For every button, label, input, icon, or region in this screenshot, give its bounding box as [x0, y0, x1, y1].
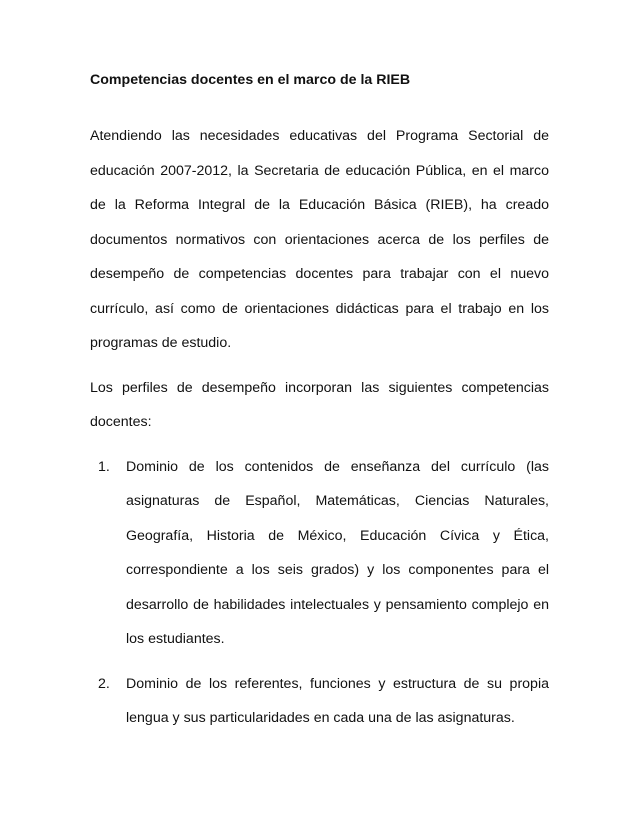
document-title: Competencias docentes en el marco de la RIEB	[90, 72, 411, 88]
list-item	[90, 450, 549, 657]
list-item	[90, 667, 549, 736]
list-item-text: Dominio de los contenidos de enseñanza del currículo (las asignaturas de Español, Matemáticas, Ciencias Naturales, Geografía, Historia de México, Educación Cívica y Ética, correspondiente a los seis grados) y los componentes para el desarrollo de habilidades intelectuales y pensamiento complejo en los estudiantes.	[126, 458, 549, 647]
document-page	[90, 70, 549, 746]
competencies-list	[90, 450, 549, 736]
list-item-number: 2.	[98, 675, 110, 692]
intro-paragraph: Atendiendo las necesidades educativas del Programa Sectorial de educación 2007-2012, la Secretaria de educación Pública, en el marco de la Reforma Integral de la Educación Básica (RIEB), ha creado documentos normativos con orientaciones acerca de los perfiles de desempeño de competencias docentes para trabajar con el nuevo currículo, así como de orientaciones didácticas para el trabajo en los programas de estudio.	[90, 128, 549, 351]
list-item-number: 1.	[98, 458, 110, 475]
list-item-text: Dominio de los referentes, funciones y estructura de su propia lengua y sus particularidades en cada una de las asignaturas.	[126, 675, 549, 726]
competencies-lead-paragraph: Los perfiles de desempeño incorporan las siguientes competencias docentes:	[90, 379, 549, 430]
